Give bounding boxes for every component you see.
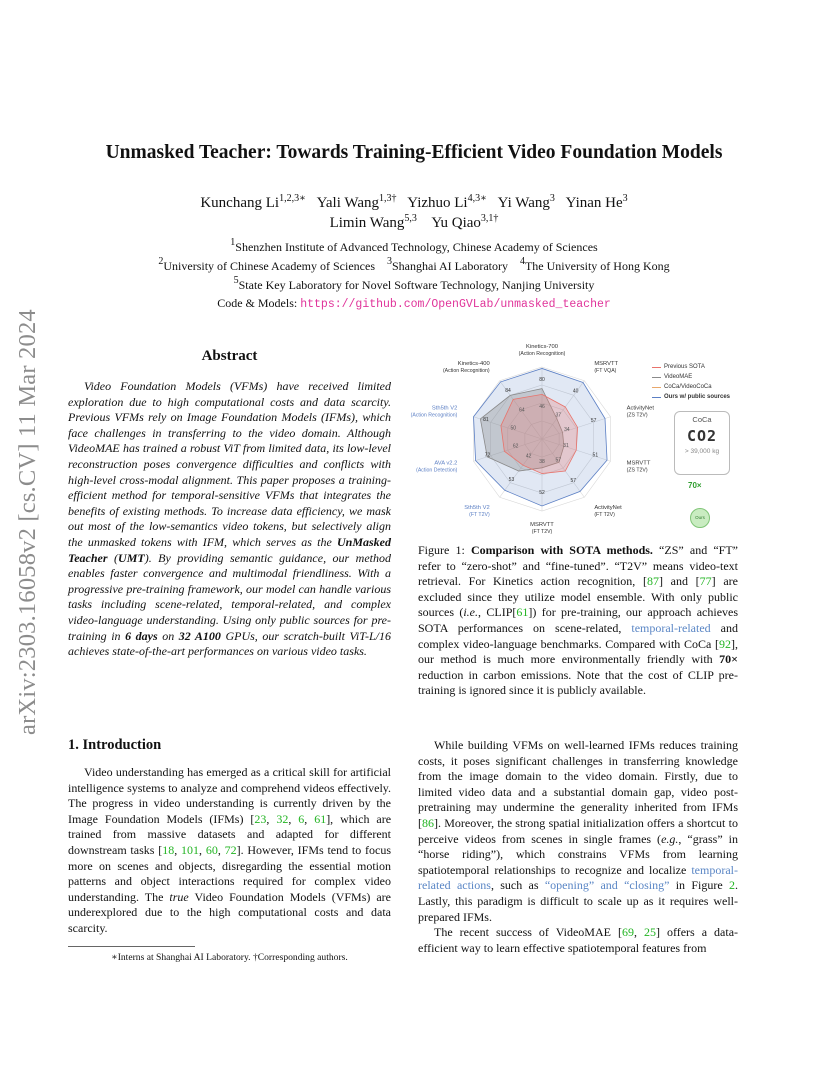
data-label-previous: 64	[519, 407, 525, 414]
author-name: Yizhuo Li	[407, 195, 468, 211]
caption-italic: i.e.	[463, 605, 479, 620]
body-opening-closing: “opening” and “closing”	[544, 878, 670, 893]
coca-label: CoCa	[692, 415, 712, 424]
data-label-previous: 57	[555, 457, 562, 464]
author-name: Yi Wang	[497, 195, 550, 211]
data-label-ours: 72	[484, 452, 491, 459]
caption-temporal: temporal-related	[631, 620, 711, 635]
axis-label: MSRVTT	[530, 522, 554, 528]
author-sup: 1,2,3∗	[279, 193, 306, 204]
footnote: ∗Interns at Shanghai AI Laboratory. †Corresponding authors.	[111, 952, 348, 963]
abstract-body: Video Foundation Models (VFMs) have received limited exploration due to high computational costs and data scarcity. Previous VFMs rely on Image Foundation Models (IFMs), which face challenges in transferring to the video domain. Although VideoMAE has trained a robust ViT from limited data, its low-level reconstruction poses convergence difficulties and conflicts with high-level cross-modal alignment. This paper proposes a training-efficient method for temporal-sensitive VFMs that integrates the benefits of existing methods. To increase data efficiency, we mask out most of the low-semantics video tokens, but selectively align the unmasked tokens with IFM, which serves as the UnMasked Teacher (UMT). By providing semantic guidance, our method enables faster convergence and multimodal friendliness. With a progressive pre-training framework, our model can handle various tasks including scene-related, temporal-related, and complex video-language understanding. Using only public sources for pre-training in 6 days on 32 A100 GPUs, our scratch-built ViT-L/16 achieves state-of-the-art performances on various video tasks.	[68, 379, 392, 659]
citation-link[interactable]: 86	[422, 815, 434, 830]
axis-sublabel: (Action Recognition)	[518, 351, 566, 357]
data-label-ours: 57	[570, 477, 577, 484]
legend-item-videomae: VideoMAE	[652, 372, 730, 382]
right-column-body: While building VFMs on well-learned IFMs reduces training costs, it poses significant challenges in transferring knowledge from the image domain to the video domain. Firstly, due to limited video data and a substantial domain gap, video post-pretraining may undermine the generality inherited from IFMs [86]. Moreover, the strong spatial initialization offers a shortcut to perceive videos from scenes in single frames (e.g., “grass” in “horse riding”), which constrains VFMs from learning spatiotemporal relationships to recognize and localize temporal-related actions, such as “opening” and “closing” in Figure 2. Lastly, this paradigm is difficult to scale up as it requires well-prepared IFMs. The recent success of VideoMAE [69, 25] offers a data-efficient way to learn effective spatiotemporal features from	[418, 738, 739, 955]
figure-legend	[652, 362, 730, 402]
author-sup: 3	[622, 193, 628, 204]
data-label-ours: 84	[505, 388, 511, 395]
citation-link[interactable]: 32	[276, 811, 289, 826]
caption-text: “ZS” and “FT” refer to “zero-shot” and “fine-tuned”. “T2V” means video-text retrieval. For Kinetics action recognition, [	[418, 543, 738, 589]
author-sup: 4,3∗	[467, 193, 487, 204]
body-text: in Figure	[669, 878, 729, 893]
axis-sublabel: (FT T2V)	[469, 512, 490, 519]
data-label-previous: 34	[564, 426, 570, 433]
citation-link[interactable]: 72	[224, 842, 237, 857]
author-sup: 1,3†	[378, 193, 397, 204]
citation-link[interactable]: 18	[162, 842, 175, 857]
caption-text: and complex video-language benchmarks. Compared with CoCa [	[418, 620, 738, 651]
citation-link[interactable]: 61	[516, 605, 529, 620]
arxiv-identifier: arXiv:2303.16058v2 [cs.CV] 11 Mar 2024	[14, 309, 41, 735]
citation-link[interactable]: 92	[719, 636, 731, 651]
affiliation-text: University of Chinese Academy of Sciences	[163, 259, 375, 273]
data-label-ours: 52	[539, 489, 545, 496]
axis-label: AVA v2.2	[434, 460, 458, 467]
intro-text: Video Foundation Models (VFMs) are underexplored due to the high computational costs and data scarcity.	[68, 889, 391, 935]
data-label-ours: 57	[590, 418, 597, 425]
data-label-ours: 80	[539, 377, 545, 384]
author-sup: 3,1†	[480, 213, 499, 224]
legend-item-previous-sota: Previous SOTA	[652, 362, 730, 372]
code-line	[0, 296, 828, 311]
axis-label: Kinetics-400	[457, 360, 490, 367]
author-name: Limin Wang	[329, 215, 405, 231]
body-temporal-actions: temporal-related actions	[418, 862, 738, 893]
paper-title: Unmasked Teacher: Towards Training-Efficient Video Foundation Models	[105, 142, 723, 163]
legend-item-coca: CoCa/VideoCoCa	[652, 382, 730, 392]
citation-link[interactable]: 77	[699, 574, 712, 589]
figure-caption	[418, 543, 738, 699]
affiliation-text: The University of Hong Kong	[524, 259, 670, 273]
data-label-previous: 50	[510, 425, 517, 432]
body-text: . Lastly, this paradigm is difficult to scale up as it requires well-prepared IFMs.	[418, 878, 738, 924]
author-name: Yu Qiao	[431, 215, 481, 231]
affiliation-sup: 3	[387, 256, 392, 267]
author-name: Kunchang Li	[200, 195, 280, 211]
footnote-divider	[68, 946, 195, 947]
data-label-ours: 40	[572, 388, 579, 395]
axis-sublabel: (Action Detection)	[416, 467, 458, 474]
abstract-heading: Abstract	[201, 348, 258, 364]
figure-link[interactable]: 2	[728, 878, 735, 893]
intro-body: Video understanding has emerged as a critical skill for artificial intelligence systems to analyze and comprehend videos effectively. The progress in video understanding is currently driven by the Image Foundation Models (IFMs) [23, 32, 6, 61], which are trained from massive datasets and adapted for different downstream tasks [18, 101, 60, 72]. However, IFMs tend to focus more on scenes and objects, disregarding the essential motion patterns and object interactions required for complex video understanding. The true Video Foundation Models (VFMs) are underexplored due to the high computational costs and data scarcity.	[68, 765, 392, 935]
abstract-text: Video Foundation Models (VFMs) have received limited exploration due to high computational costs and data scarcity. Previous VFMs rely on Image Foundation Models (IFMs), which face challenges in transferring to the video domain. Although VideoMAE has trained a robust ViT from limited data, its low-level reconstruction poses convergence difficulties and conflicts with high-level cross-modal alignment. This paper proposes a training-efficient method for temporal-sensitive VFMs that integrates the benefits of existing methods. To increase data efficiency, we mask out most of the low-semantics video tokens, but selectively align the unmasked tokens with IFM, which serves as the	[68, 379, 391, 549]
data-label-previous: 38	[539, 459, 545, 466]
body-italic: e.g.	[661, 831, 679, 846]
author-sup: 5,3	[404, 213, 417, 224]
axis-label: ActivityNet	[626, 405, 655, 412]
axis-sublabel: (ZS T2V)	[626, 412, 648, 419]
axis-sublabel: (Action Recognition)	[410, 412, 458, 419]
author-name: Yinan He	[565, 195, 623, 211]
emphasis-true: true	[169, 889, 189, 904]
axis-label: Sth5th V2	[464, 505, 490, 512]
intro-text: Video understanding has emerged as a critical skill for artificial intelligence systems to analyze and comprehend videos effectively. The progress in video understanding is currently driven by the Image Foundation Models (IFMs) [	[68, 765, 391, 826]
affiliation-line-3	[0, 275, 828, 293]
data-label-ours: 51	[592, 452, 599, 459]
data-label-previous: 62	[512, 443, 519, 450]
caption-text: ] are excluded since they utilize model ensemble. With only public sources (	[418, 574, 738, 620]
affiliation-line-1	[0, 237, 828, 255]
coca-carbon-card	[674, 411, 730, 475]
author-sup: 3	[549, 193, 555, 204]
axis-label: Kinetics-700	[526, 344, 558, 350]
intro-heading: 1. Introduction	[68, 737, 162, 753]
abstract-bold-gpus: 32 A100	[178, 628, 221, 643]
co2-icon: CO2	[686, 427, 718, 445]
body-text: While building VFMs on well-learned IFMs reduces training costs, it poses significant challenges in transferring knowledge from the image domain to the video domain. Firstly, due to limited video data and a substantial domain gap, video post-pretraining may undermine the generality inherited from IFMs [	[418, 738, 738, 830]
citation-link[interactable]: 23	[254, 811, 267, 826]
body-text: ]. Moreover, the strong spatial initialization offers a shortcut to perceive videos from scenes in single frames (	[418, 815, 738, 846]
coca-carbon-amount: > 39,000 kg	[684, 448, 720, 455]
citation-link[interactable]: 69	[621, 925, 634, 940]
reduction-label: 70×	[688, 481, 702, 490]
abstract-text: GPUs, our scratch-built ViT-L/16 achieves state-of-the-art performances on various video tasks.	[68, 628, 392, 659]
code-label: Code & Models:	[217, 296, 298, 310]
data-label-previous: 42	[525, 453, 532, 460]
author-name: Yali Wang	[316, 195, 379, 211]
caption-label: Figure 1:	[418, 543, 465, 557]
data-label-previous: 46	[539, 403, 545, 410]
data-label-ours: 81	[483, 416, 489, 423]
caption-text: , CLIP[	[478, 605, 517, 620]
axis-sublabel: (Action Recognition)	[442, 367, 490, 374]
abstract-text: . By providing semantic guidance, our method enables faster convergence and multimodal friendliness. With a progressive pre-training framework, our model can handle various tasks including scene-related, temporal-related, and complex video-language understanding. Using only public sources for pre-training in	[68, 550, 392, 643]
axis-label: MSRVTT	[594, 360, 619, 367]
authors-line-1	[0, 195, 828, 212]
intro-text: ]. However, IFMs tend to focus more on scenes and objects, disregarding the essential motion patterns and object interactions required for complex video understanding. The	[68, 842, 392, 904]
citation-link[interactable]: 60	[205, 842, 218, 857]
axis-sublabel: (FT T2V)	[594, 512, 615, 519]
affiliation-sup: 5	[233, 275, 239, 286]
caption-text: ] and [	[658, 574, 700, 589]
caption-bold: Comparison with SOTA methods.	[470, 543, 653, 557]
affiliation-text: Shenzhen Institute of Advanced Technology, Chinese Academy of Sciences	[235, 240, 598, 254]
citation-link[interactable]: 61	[314, 811, 327, 826]
data-label-ours: 53	[508, 477, 515, 484]
affiliation-line-2	[0, 256, 828, 274]
affiliation-sup: 4	[519, 256, 525, 267]
code-url-link[interactable]: https://github.com/OpenGVLab/unmasked_teacher	[300, 298, 611, 311]
axis-label: MSRVTT	[626, 460, 651, 467]
umt-name: UnMasked Teacher	[68, 534, 391, 565]
caption-text: reduction in carbon emissions. Note that the cost of CLIP pre-training is ignored since it is publicly available.	[418, 667, 738, 698]
caption-text: ], our method is much more environmentally friendly with	[418, 636, 738, 667]
abstract-text: on	[157, 628, 179, 643]
affiliation-text: Shanghai AI Laboratory	[392, 259, 508, 273]
axis-sublabel: (FT VQA)	[594, 367, 617, 374]
body-text: , such as	[490, 878, 545, 893]
body-text: ] offers a data-efficient way to learn effective spatiotemporal features from	[418, 925, 739, 955]
citation-link[interactable]: 87	[646, 574, 659, 589]
body-text: , “grass” in “horse riding”), which constrains VFMs from learning spatiotemporal relationships to recognize and localize	[418, 831, 738, 877]
body-text: The recent success of VideoMAE [	[434, 925, 622, 940]
data-label-previous: 37	[555, 412, 562, 419]
affiliation-text: State Key Laboratory for Novel Software Technology, Nanjing University	[238, 278, 595, 292]
axis-label: ActivityNet	[594, 505, 622, 512]
citation-link[interactable]: 101	[181, 842, 200, 857]
abstract-bold-days: 6 days	[125, 628, 158, 643]
axis-label: Sth5th V2	[431, 405, 458, 412]
ours-carbon-dot: Ours	[690, 508, 710, 528]
axis-sublabel: (ZS T2V)	[626, 467, 648, 474]
legend-item-ours: Ours w/ public sources	[652, 392, 730, 402]
umt-abbr: UMT	[118, 550, 145, 565]
caption-reduction: 70×	[719, 652, 738, 667]
citation-link[interactable]: 6	[298, 811, 305, 826]
data-label-previous: 31	[563, 442, 569, 449]
affiliation-sup: 1	[230, 237, 236, 248]
affiliation-sup: 2	[158, 256, 164, 267]
intro-text: ], which are trained from massive datasets and adapted for different downstream tasks [	[68, 811, 392, 857]
citation-link[interactable]: 25	[643, 925, 656, 940]
axis-sublabel: (FT T2V)	[531, 529, 553, 535]
authors-line-2	[0, 215, 828, 232]
caption-text: ]) for pre-training, our approach achieves SOTA performances on scene-related,	[418, 605, 739, 635]
